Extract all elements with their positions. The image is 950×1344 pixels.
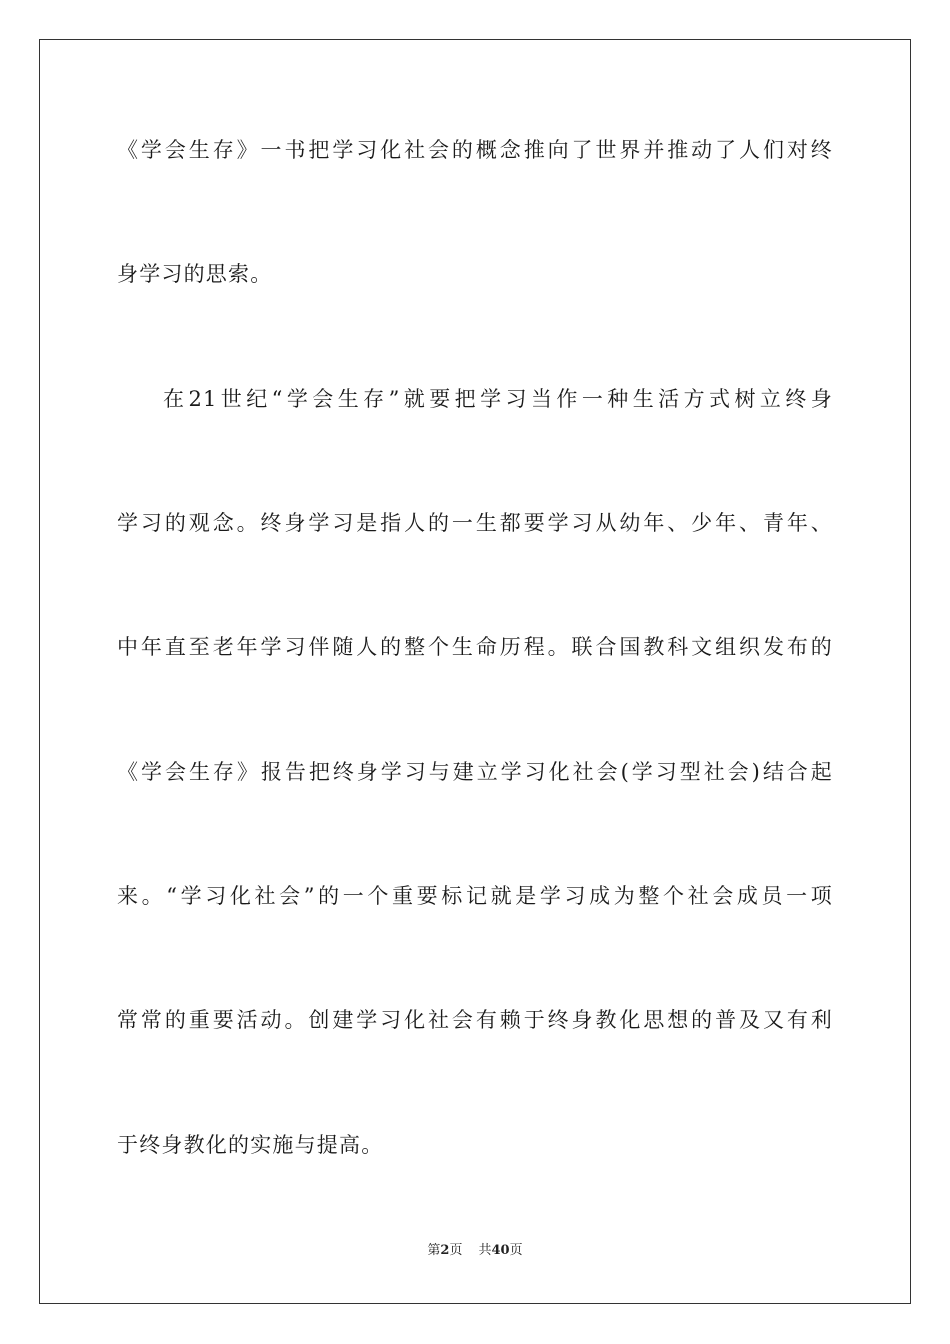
current-page-number: 2 — [440, 1243, 450, 1258]
text-line: 身学习的思索。 — [117, 262, 273, 286]
text-line: 《学会生存》报告把终身学习与建立学习化社会(学习型社会)结合起 — [117, 760, 833, 784]
text-line: 中年直至老年学习伴随人的整个生命历程。联合国教科文组织发布的 — [117, 635, 833, 659]
text-line: 《学会生存》一书把学习化社会的概念推向了世界并推动了人们对终 — [117, 138, 833, 162]
total-suffix: 页 — [509, 1243, 523, 1258]
text-line-indented: 在21世纪“学会生存”就要把学习当作一种生活方式树立终身 — [163, 387, 833, 411]
total-prefix: 共 — [478, 1243, 492, 1258]
page-prefix: 第 — [427, 1243, 441, 1258]
page-frame — [39, 39, 911, 1304]
text-line: 常常的重要活动。创建学习化社会有赖于终身教化思想的普及又有利 — [117, 1008, 833, 1032]
page-footer — [0, 1242, 950, 1260]
total-pages-number: 40 — [491, 1243, 510, 1258]
text-line: 来。“学习化社会”的一个重要标记就是学习成为整个社会成员一项 — [117, 884, 833, 908]
text-line: 学习的观念。终身学习是指人的一生都要学习从幼年、少年、青年、 — [117, 511, 833, 535]
page-suffix: 页 — [449, 1243, 463, 1258]
text-line: 于终身教化的实施与提高。 — [117, 1133, 384, 1157]
